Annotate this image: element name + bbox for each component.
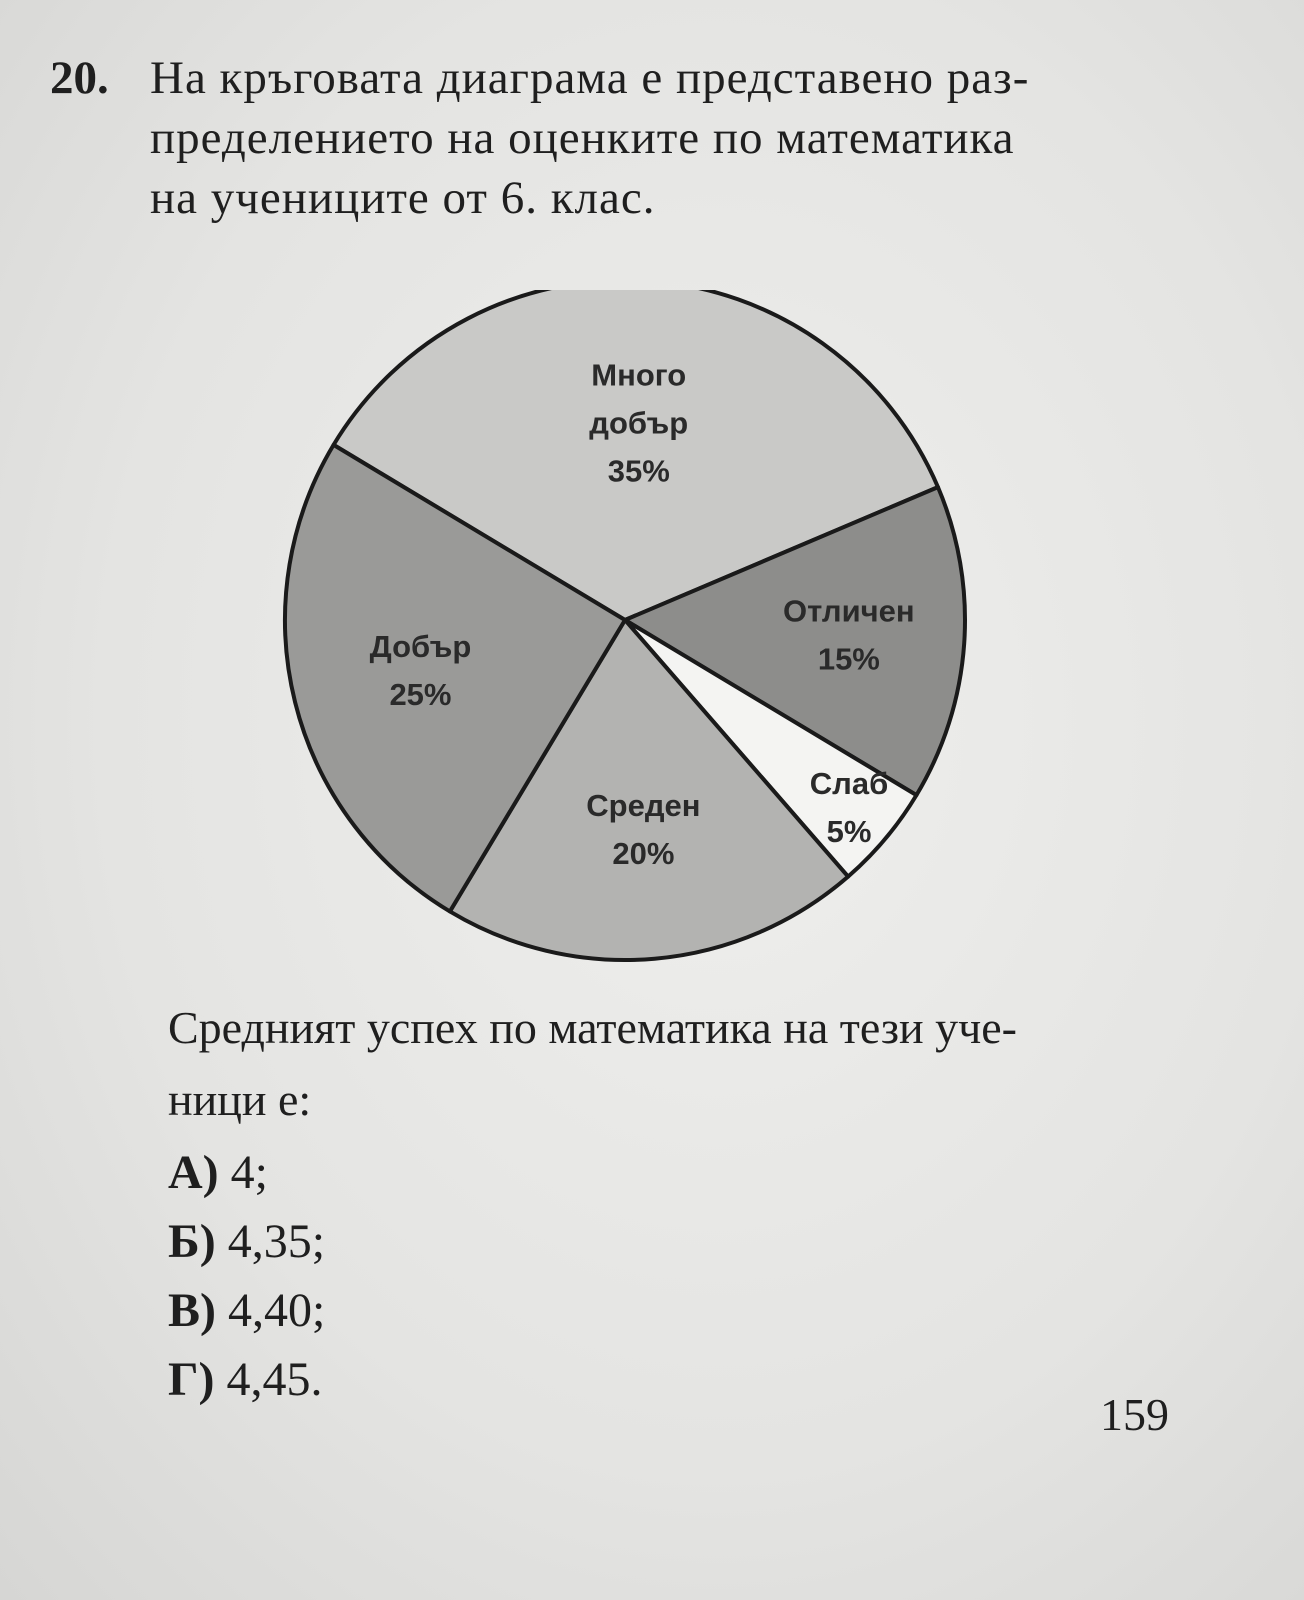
option-letter: Б) <box>168 1215 216 1268</box>
option-letter: Г) <box>168 1353 215 1406</box>
question-line: ници е: <box>168 1074 312 1125</box>
option-value: 4,35; <box>227 1215 326 1268</box>
option-letter: А) <box>168 1146 219 1199</box>
answer-option-a[interactable] <box>168 1138 325 1207</box>
question-line: Средният успех по математика на тези уче- <box>168 1002 1017 1053</box>
problem-text-line: На кръговата диаграма е представено раз- <box>150 52 1030 104</box>
problem-statement <box>50 48 1140 228</box>
slice-category-label: Среден <box>586 787 701 823</box>
pie-chart-svg <box>270 290 990 990</box>
problem-text <box>150 48 1140 228</box>
option-value: 4,45. <box>226 1353 323 1406</box>
question-text <box>168 992 1168 1136</box>
slice-value-label: 15% <box>817 641 880 677</box>
slice-value-label: 25% <box>389 676 452 712</box>
slice-category-label: Много <box>591 357 687 393</box>
answer-options <box>168 1138 325 1414</box>
slice-category-label: добър <box>589 405 689 441</box>
answer-option-b[interactable] <box>168 1207 325 1276</box>
slice-value-label: 5% <box>826 813 872 849</box>
grades-pie-chart <box>270 290 990 990</box>
slice-category-label: Добър <box>369 628 472 664</box>
option-value: 4; <box>230 1146 268 1199</box>
slice-category-label: Отличен <box>783 593 915 629</box>
problem-number: 20. <box>50 52 109 104</box>
answer-option-c[interactable] <box>168 1276 325 1345</box>
answer-option-d[interactable] <box>168 1345 325 1414</box>
slice-value-label: 20% <box>612 835 675 871</box>
page-number: 159 <box>1100 1389 1169 1440</box>
problem-text-line: на учениците от 6. клас. <box>150 172 656 224</box>
slice-category-label: Слаб <box>809 765 889 801</box>
problem-text-line: пределението на оценките по математика <box>150 112 1015 164</box>
option-value: 4,40; <box>228 1284 326 1337</box>
slice-value-label: 35% <box>607 453 670 489</box>
option-letter: В) <box>168 1284 216 1337</box>
